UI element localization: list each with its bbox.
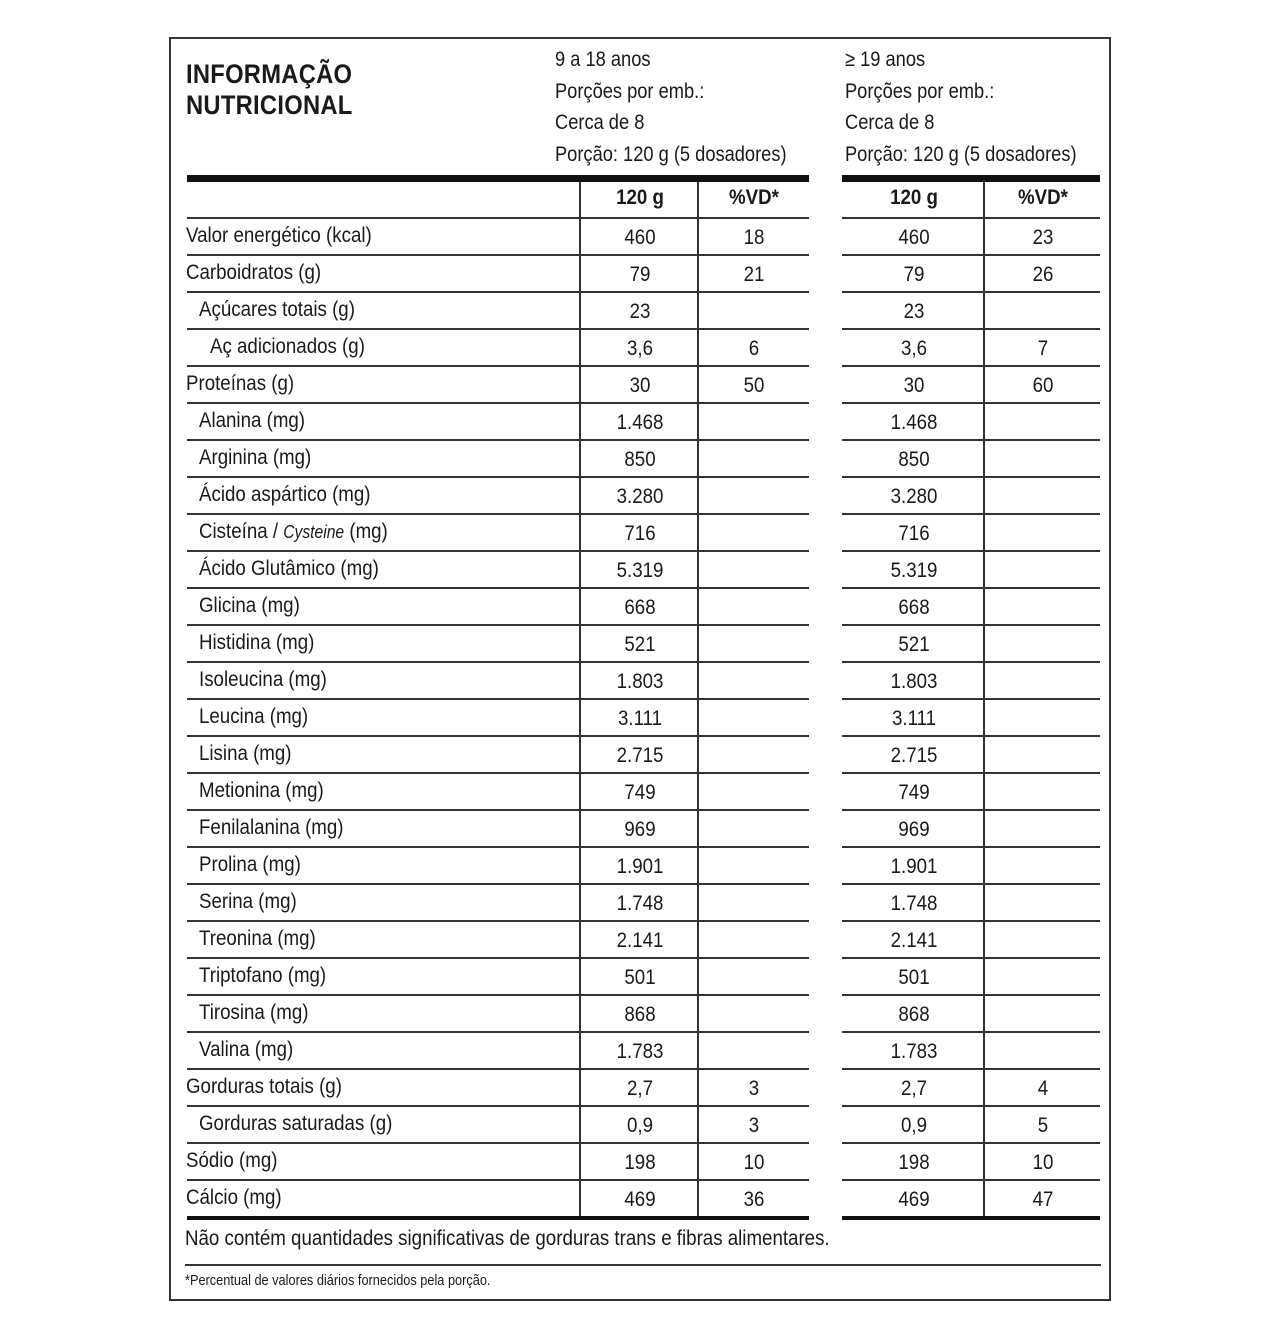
amount-9-18: 501 bbox=[624, 965, 656, 989]
amount-9-18: 23 bbox=[629, 299, 651, 323]
nutrient-name-text: Isoleucina (mg) bbox=[199, 667, 327, 691]
group-header-9-18 bbox=[555, 44, 787, 170]
nutrient-name-italic: Cysteine bbox=[283, 522, 345, 542]
table-row bbox=[171, 589, 1109, 626]
amount-9-18: 521 bbox=[624, 632, 656, 656]
nutrient-name bbox=[199, 852, 301, 877]
nutrient-name-text: Histidina (mg) bbox=[199, 630, 315, 654]
amount-9-18: 5.319 bbox=[616, 558, 664, 582]
nutrient-name bbox=[199, 704, 308, 729]
amount-19-plus: 30 bbox=[903, 373, 925, 397]
amount-19-plus: 969 bbox=[898, 817, 930, 841]
nutrient-name-suffix: (mg) bbox=[344, 519, 388, 543]
vd-19-plus: 7 bbox=[1037, 336, 1049, 360]
portions-value: Cerca de 8 bbox=[555, 111, 645, 134]
group-header-19-plus bbox=[845, 44, 1077, 170]
nutrient-name-text: Proteínas (g) bbox=[186, 371, 295, 395]
table-row bbox=[171, 626, 1109, 663]
amount-19-plus: 716 bbox=[898, 521, 930, 545]
table-row bbox=[171, 293, 1109, 330]
amount-9-18: 749 bbox=[624, 780, 656, 804]
table-row bbox=[171, 1181, 1109, 1218]
nutrient-name bbox=[199, 667, 327, 692]
nutrient-name-text: Carboidratos (g) bbox=[186, 260, 322, 284]
amount-9-18: 1.783 bbox=[616, 1039, 664, 1063]
amount-19-plus: 23 bbox=[903, 299, 925, 323]
table-row bbox=[171, 552, 1109, 589]
nutrient-name-text: Lisina (mg) bbox=[199, 741, 292, 765]
amount-9-18: 30 bbox=[629, 373, 651, 397]
vd-9-18: 10 bbox=[743, 1150, 765, 1174]
nutrient-name bbox=[199, 556, 379, 581]
amount-9-18: 868 bbox=[624, 1002, 656, 1026]
nutrient-name bbox=[199, 630, 314, 655]
serving-size: Porção: 120 g (5 dosadores) bbox=[555, 142, 787, 166]
vd-9-18: 6 bbox=[748, 336, 760, 360]
amount-19-plus: 1.803 bbox=[890, 669, 938, 693]
nutrient-name bbox=[199, 445, 311, 470]
nutrient-table bbox=[171, 182, 1109, 1218]
table-row bbox=[171, 1070, 1109, 1107]
amount-9-18: 0,9 bbox=[626, 1113, 653, 1137]
nutrient-name-text: Glicina (mg) bbox=[199, 593, 300, 617]
table-row bbox=[171, 737, 1109, 774]
amount-9-18: 3,6 bbox=[626, 336, 653, 360]
nutrient-name bbox=[199, 1037, 293, 1062]
serving-size: Porção: 120 g (5 dosadores) bbox=[845, 142, 1077, 166]
nutrient-name-text: Tirosina (mg) bbox=[199, 1000, 309, 1024]
amount-19-plus: 5.319 bbox=[890, 558, 938, 582]
amount-9-18: 460 bbox=[624, 225, 656, 249]
amount-19-plus: 1.783 bbox=[890, 1039, 938, 1063]
nutrient-name-text: Metionina (mg) bbox=[199, 778, 324, 802]
nutrient-name-text: Leucina (mg) bbox=[199, 704, 309, 728]
amount-19-plus: 3.111 bbox=[891, 706, 937, 730]
amount-19-plus: 469 bbox=[898, 1187, 930, 1211]
divider-thick bbox=[842, 175, 1100, 182]
table-row bbox=[171, 1144, 1109, 1181]
nutrient-name bbox=[199, 926, 316, 951]
vd-19-plus: 60 bbox=[1032, 373, 1054, 397]
vd-19-plus: 4 bbox=[1037, 1076, 1049, 1100]
vd-19-plus: 23 bbox=[1032, 225, 1054, 249]
amount-9-18: 1.468 bbox=[616, 410, 664, 434]
divider-thick bbox=[187, 175, 809, 182]
column-header-amount: 120 g bbox=[616, 185, 664, 209]
table-row bbox=[171, 330, 1109, 367]
amount-19-plus: 198 bbox=[898, 1150, 930, 1174]
nutrient-name-text: Triptofano (mg) bbox=[199, 963, 327, 987]
amount-19-plus: 460 bbox=[898, 225, 930, 249]
nutrient-name bbox=[199, 297, 355, 322]
nutrient-name-text: Treonina (mg) bbox=[199, 926, 316, 950]
nutrient-name bbox=[199, 778, 324, 803]
vd-9-18: 50 bbox=[743, 373, 765, 397]
nutrient-name bbox=[199, 519, 388, 544]
amount-9-18: 79 bbox=[629, 262, 651, 286]
table-row bbox=[171, 922, 1109, 959]
table-row bbox=[171, 959, 1109, 996]
age-range: ≥ 19 anos bbox=[845, 48, 926, 71]
nutrient-name bbox=[199, 593, 300, 618]
nutrient-name bbox=[210, 334, 365, 359]
nutrient-name-text: Gorduras totais (g) bbox=[186, 1074, 342, 1098]
amount-19-plus: 3,6 bbox=[900, 336, 927, 360]
nutrient-name-text: Valina (mg) bbox=[199, 1037, 294, 1061]
nutrient-name-text: Prolina (mg) bbox=[199, 852, 301, 876]
amount-19-plus: 668 bbox=[898, 595, 930, 619]
amount-19-plus: 1.748 bbox=[890, 891, 938, 915]
column-header-vd: %VD* bbox=[1018, 185, 1068, 209]
amount-9-18: 2,7 bbox=[626, 1076, 653, 1100]
vd-19-plus: 5 bbox=[1037, 1113, 1049, 1137]
amount-9-18: 716 bbox=[624, 521, 656, 545]
nutrient-name-text: Aç adicionados (g) bbox=[210, 334, 365, 358]
amount-9-18: 469 bbox=[624, 1187, 656, 1211]
divider-thick bbox=[187, 1216, 809, 1220]
amount-19-plus: 2,7 bbox=[900, 1076, 927, 1100]
amount-19-plus: 79 bbox=[903, 262, 925, 286]
amount-19-plus: 2.715 bbox=[890, 743, 938, 767]
nutrient-name-text: Alanina (mg) bbox=[199, 408, 306, 432]
nutrient-name bbox=[199, 741, 292, 766]
table-row bbox=[171, 404, 1109, 441]
vd-9-18: 18 bbox=[743, 225, 765, 249]
nutrient-name bbox=[186, 1074, 342, 1099]
nutrient-name-text: Ácido Glutâmico (mg) bbox=[199, 556, 379, 580]
nutrient-name-text: Açúcares totais (g) bbox=[199, 297, 355, 321]
divider-thick bbox=[842, 1216, 1100, 1220]
table-row bbox=[171, 441, 1109, 478]
amount-9-18: 969 bbox=[624, 817, 656, 841]
table-row bbox=[171, 1107, 1109, 1144]
title-line-2: NUTRICIONAL bbox=[186, 90, 353, 120]
vd-9-18: 3 bbox=[748, 1076, 760, 1100]
age-range: 9 a 18 anos bbox=[555, 48, 651, 71]
nutrient-name-text: Cálcio (mg) bbox=[186, 1185, 282, 1209]
nutrient-name bbox=[199, 482, 371, 507]
nutrient-name-text: Gorduras saturadas (g) bbox=[199, 1111, 393, 1135]
footnote-trans-fat: Não contém quantidades significativas de gorduras trans e fibras alimentares. bbox=[185, 1226, 830, 1250]
amount-19-plus: 3.280 bbox=[890, 484, 938, 508]
amount-9-18: 850 bbox=[624, 447, 656, 471]
table-row bbox=[171, 219, 1109, 256]
nutrient-name-text: Serina (mg) bbox=[199, 889, 297, 913]
amount-9-18: 2.715 bbox=[616, 743, 664, 767]
column-header-vd: %VD* bbox=[729, 185, 779, 209]
nutrient-name-text: Cisteína / bbox=[199, 519, 284, 543]
table-row bbox=[171, 700, 1109, 737]
amount-9-18: 1.803 bbox=[616, 669, 664, 693]
amount-9-18: 3.111 bbox=[617, 706, 663, 730]
nutrient-name-text: Valor energético (kcal) bbox=[186, 223, 372, 247]
table-row bbox=[171, 885, 1109, 922]
vd-9-18: 3 bbox=[748, 1113, 760, 1137]
amount-9-18: 3.280 bbox=[616, 484, 664, 508]
amount-19-plus: 0,9 bbox=[900, 1113, 927, 1137]
nutrient-name bbox=[186, 260, 321, 285]
label-title bbox=[186, 59, 353, 121]
nutrient-name bbox=[199, 1000, 308, 1025]
nutrient-name bbox=[199, 408, 305, 433]
vd-19-plus: 47 bbox=[1032, 1187, 1054, 1211]
amount-19-plus: 868 bbox=[898, 1002, 930, 1026]
amount-9-18: 198 bbox=[624, 1150, 656, 1174]
table-row bbox=[171, 848, 1109, 885]
portions-label: Porções por emb.: bbox=[555, 79, 705, 103]
amount-19-plus: 1.468 bbox=[890, 410, 938, 434]
amount-19-plus: 850 bbox=[898, 447, 930, 471]
table-row bbox=[171, 515, 1109, 552]
amount-9-18: 668 bbox=[624, 595, 656, 619]
nutrient-name bbox=[186, 371, 294, 396]
nutrient-name bbox=[186, 223, 372, 248]
nutrient-name bbox=[186, 1185, 282, 1210]
nutrient-name bbox=[199, 889, 297, 914]
nutrient-name bbox=[199, 1111, 392, 1136]
amount-19-plus: 1.901 bbox=[890, 854, 938, 878]
amount-19-plus: 2.141 bbox=[890, 928, 938, 952]
nutrient-name-text: Ácido aspártico (mg) bbox=[199, 482, 371, 506]
table-row bbox=[171, 1033, 1109, 1070]
nutrient-name bbox=[199, 963, 326, 988]
table-row bbox=[171, 256, 1109, 293]
footnote-divider bbox=[185, 1264, 1101, 1266]
table-header-row bbox=[171, 182, 1109, 219]
amount-19-plus: 521 bbox=[898, 632, 930, 656]
table-row bbox=[171, 811, 1109, 848]
nutrient-name bbox=[199, 815, 344, 840]
table-row bbox=[171, 774, 1109, 811]
vd-9-18: 21 bbox=[743, 262, 765, 286]
nutrition-facts-label bbox=[169, 37, 1111, 1301]
table-row bbox=[171, 367, 1109, 404]
amount-19-plus: 501 bbox=[898, 965, 930, 989]
footnote-vd: *Percentual de valores diários fornecidos pela porção. bbox=[185, 1272, 491, 1289]
nutrient-name bbox=[186, 1148, 277, 1173]
portions-value: Cerca de 8 bbox=[845, 111, 935, 134]
nutrient-name-text: Fenilalanina (mg) bbox=[199, 815, 344, 839]
amount-9-18: 1.901 bbox=[616, 854, 664, 878]
amount-9-18: 2.141 bbox=[616, 928, 664, 952]
nutrient-name-text: Arginina (mg) bbox=[199, 445, 312, 469]
vd-9-18: 36 bbox=[743, 1187, 765, 1211]
amount-19-plus: 749 bbox=[898, 780, 930, 804]
vd-19-plus: 10 bbox=[1032, 1150, 1054, 1174]
title-line-1: INFORMAÇÃO bbox=[186, 59, 353, 89]
table-row bbox=[171, 478, 1109, 515]
table-row bbox=[171, 996, 1109, 1033]
nutrient-name-text: Sódio (mg) bbox=[186, 1148, 278, 1172]
portions-label: Porções por emb.: bbox=[845, 79, 995, 103]
vd-19-plus: 26 bbox=[1032, 262, 1054, 286]
column-header-amount: 120 g bbox=[890, 185, 938, 209]
amount-9-18: 1.748 bbox=[616, 891, 664, 915]
table-row bbox=[171, 663, 1109, 700]
